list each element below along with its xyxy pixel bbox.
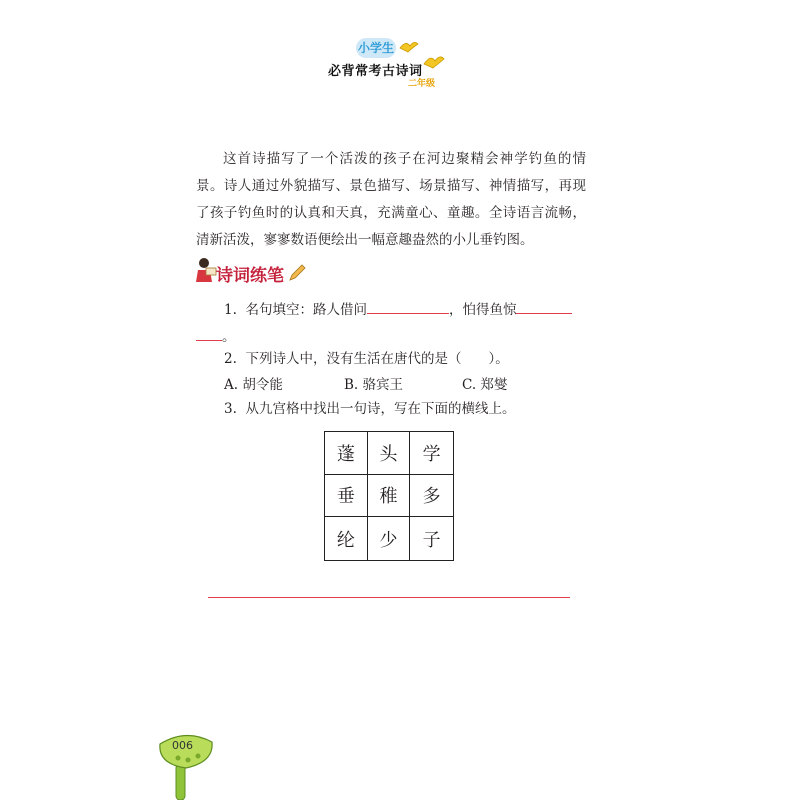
book-title: 必背常考古诗词 — [328, 64, 423, 79]
question-text: 从九宫格中找出一句诗，写在下面的横线上。 — [245, 401, 516, 417]
book-header — [320, 34, 470, 89]
grade-label: 二年级 — [408, 79, 436, 89]
page-number-badge — [156, 728, 216, 800]
question-text: 。 — [222, 329, 236, 345]
fill-blank[interactable] — [196, 326, 222, 341]
grid-cell: 稚 — [368, 475, 411, 518]
question-text: 下列诗人中，没有生活在唐代的是（ ）。 — [245, 351, 509, 367]
series-badge: 小学生 — [356, 38, 396, 58]
grid-cell: 蓬 — [325, 432, 368, 475]
question-1-continuation — [196, 325, 236, 345]
grid-cell: 头 — [368, 432, 411, 475]
question-number: 3. — [224, 401, 237, 417]
option-a[interactable]: A. 胡令能 — [224, 377, 283, 393]
question-3 — [224, 397, 515, 417]
nine-square-grid — [324, 431, 454, 561]
section-heading — [192, 256, 322, 288]
section-title: 诗词练笔 — [216, 266, 284, 286]
bird-icon — [422, 52, 446, 70]
grid-cell: 纶 — [325, 517, 368, 560]
fill-blank[interactable] — [367, 299, 449, 314]
bird-icon — [398, 38, 420, 54]
question-number: 2. — [224, 351, 237, 367]
question-text: ，怕得鱼惊 — [448, 302, 517, 318]
page-number: 006 — [172, 739, 193, 752]
question-1 — [224, 298, 572, 318]
option-c[interactable]: C. 郑燮 — [462, 377, 508, 393]
fill-blank[interactable] — [516, 299, 572, 314]
grid-cell: 少 — [368, 517, 411, 560]
grid-cell: 子 — [422, 529, 441, 551]
option-b[interactable]: B. 骆宾王 — [344, 377, 404, 393]
question-text: 名句填空：路人借问 — [245, 302, 367, 318]
question-number: 1. — [224, 302, 237, 318]
question-2 — [224, 347, 509, 367]
grid-cell: 学 — [410, 432, 453, 475]
answer-line[interactable] — [208, 597, 570, 598]
reading-girl-icon — [192, 256, 218, 286]
grid-cell: 多 — [410, 475, 453, 518]
pencil-icon — [288, 264, 306, 282]
grid-cell: 垂 — [325, 475, 368, 518]
poem-analysis-paragraph: 这首诗描写了一个活泼的孩子在河边聚精会神学钓鱼的情景。诗人通过外貌描写、景色描写、场景描写、神情描写，再现了孩子钓鱼时的认真和天真，充满童心、童趣。全诗语言流畅，清新活泼，寥寥数语便绘出一幅意趣盎然的小儿垂钓图。 — [196, 151, 586, 248]
